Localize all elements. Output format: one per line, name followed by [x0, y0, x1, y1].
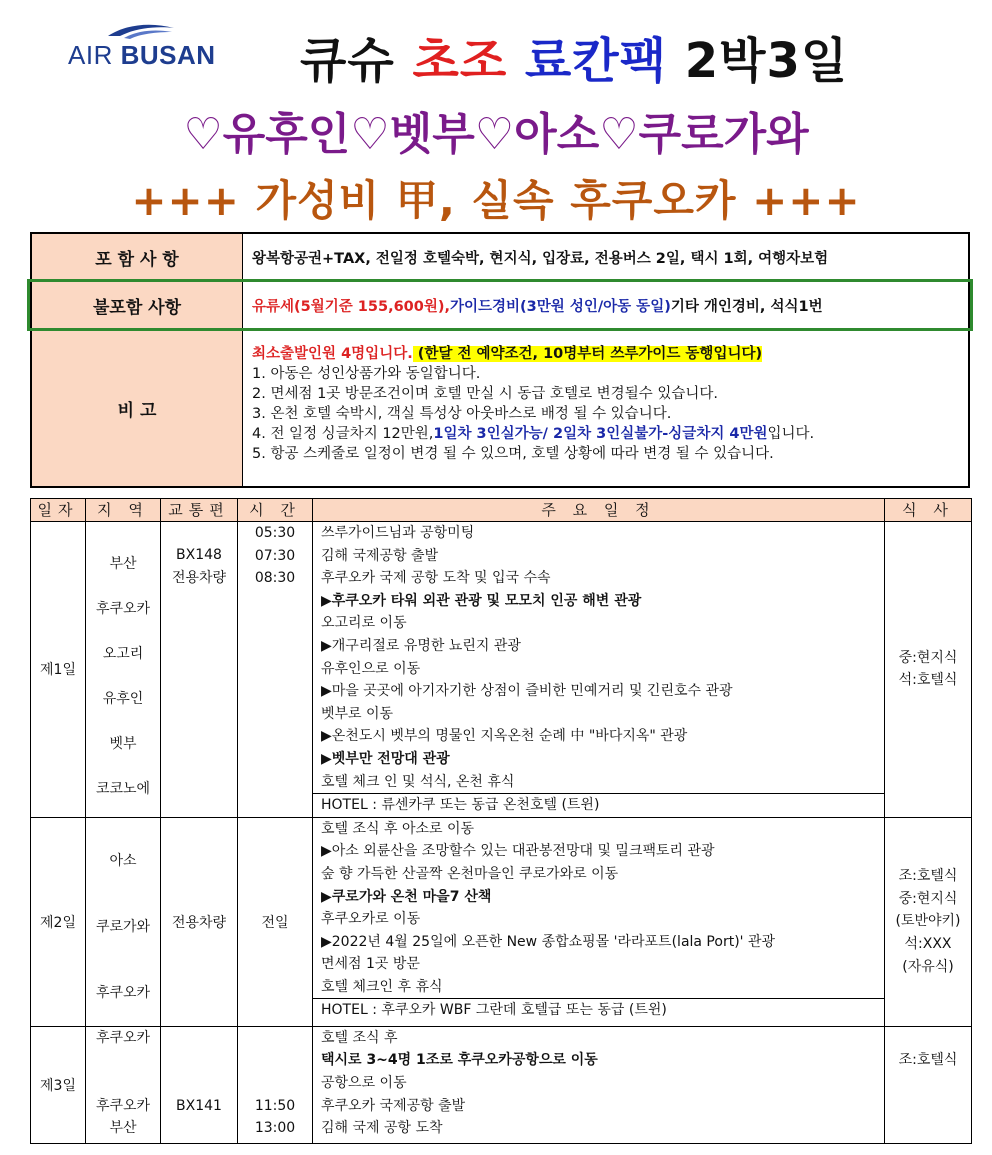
list-item: 벳부로 이동 [321, 705, 394, 722]
list-item: 유후인으로 이동 [321, 660, 421, 677]
note-line: 3. 온천 호텔 숙박시, 객실 특성상 아웃바스로 배정 될 수 있습니다. [252, 406, 672, 422]
hotel-line: HOTEL : 후쿠오카 WBF 그란데 호텔급 또는 동급 (트윈) [313, 998, 884, 1022]
day1-times: 05:30 07:30 08:30 [238, 522, 313, 818]
logo-text: AIR BUSAN [68, 40, 216, 70]
header-transport: 교통편 [161, 499, 238, 522]
day1-label: 제1일 [31, 522, 86, 818]
subtitle-destinations: ♡유후인♡벳부♡아소♡쿠로가와 [183, 109, 809, 160]
day1-transport: BX148 전용차량 [161, 522, 238, 818]
note-line: 4. 전 일정 싱글차지 12만원,1일차 3인실가능/ 2일차 3인실불가-싱글차지 4만원입니다. [252, 426, 815, 442]
day2-time: 전일 [238, 817, 313, 1026]
list-item: ▶아소 외륜산을 조망할수 있는 대관봉전망대 및 밀크팩토리 관광 [321, 843, 715, 860]
table-row-day1 [31, 522, 972, 818]
excluded-label: 불포함 사항 [32, 280, 243, 330]
day3-label: 제3일 [31, 1026, 86, 1143]
table-row-day3 [31, 1026, 972, 1143]
table-row-day2 [31, 817, 972, 1026]
hotel-line: HOTEL : 류센카쿠 또는 동급 온천호텔 (트윈) [313, 793, 884, 817]
list-item: ▶후쿠오카 타워 외관 관광 및 모모치 인공 해변 관광 [321, 592, 642, 609]
header-meal: 식 사 [885, 499, 972, 522]
header-plan: 주 요 일 정 [313, 499, 885, 522]
list-item: 후쿠오카 국제공항 출발 [321, 1097, 466, 1114]
list-item: 호텔 체크인 후 휴식 [321, 978, 443, 995]
day1-meals: 중:현지식 석:호텔식 [885, 522, 972, 818]
included-label: 포 함 사 항 [32, 234, 243, 280]
list-item: ▶벳부만 전망대 관광 [321, 750, 450, 767]
list-item: ▶쿠로가와 온천 마을7 산책 [321, 888, 492, 905]
list-item: 후쿠오카 국제 공항 도착 및 입국 수속 [321, 570, 551, 587]
header-date: 일자 [31, 499, 86, 522]
list-item: ▶2022년 4월 25일에 오픈한 New 종합쇼핑몰 '라라포트(lala Port)' 관광 [321, 933, 775, 950]
notes-label: 비 고 [32, 330, 243, 486]
bird-wing-icon [106, 22, 176, 40]
note-line: 5. 항공 스케줄로 일정이 변경 될 수 있으며, 호텔 상황에 따라 변경 될 수 있습니다. [252, 446, 774, 462]
list-item: ▶마을 곳곳에 아기자기한 상점이 즐비한 민예거리 및 긴린호수 관광 [321, 683, 733, 700]
list-item: 호텔 조식 후 아소로 이동 [321, 820, 475, 837]
day3-meals: 조:호텔식 [885, 1026, 972, 1143]
excluded-value: 유류세(5월기준 155,600원), 가이드경비(3만원 성인/아동 동일) 기타 개인경비, 석식1번 [252, 298, 823, 315]
list-item: 김해 국제공항 출발 [321, 547, 439, 564]
day2-transport: 전용차량 [161, 817, 238, 1026]
info-table [30, 232, 970, 488]
excluded-highlight-box [27, 279, 973, 331]
included-value: 왕복항공권+TAX, 전일정 호텔숙박, 현지식, 입장료, 전용버스 2일, 택시 1회, 여행자보험 [252, 250, 829, 267]
air-busan-logo [68, 22, 216, 74]
list-item: ▶온천도시 벳부의 명물인 지옥온천 순례 中 "바다지옥" 관광 [321, 728, 688, 745]
note-line: 2. 면세점 1곳 방문조건이며 호텔 만실 시 동급 호텔로 변경될수 있습니다. [252, 386, 718, 402]
day2-label: 제2일 [31, 817, 86, 1026]
note-line: 1. 아동은 성인상품가와 동일합니다. [252, 366, 481, 382]
day1-plan [313, 522, 885, 818]
list-item: 택시로 3~4명 1조로 후쿠오카공항으로 이동 [321, 1052, 598, 1069]
list-item: ▶개구리절로 유명한 뇨린지 관광 [321, 637, 521, 654]
included-row [32, 234, 968, 281]
header-time: 시 간 [238, 499, 313, 522]
list-item: 김해 국제 공항 도착 [321, 1120, 443, 1137]
list-item: 후쿠오카로 이동 [321, 911, 421, 928]
day2-meals: 조:호텔식 중:현지식 (토반야키) 석:XXX (자유식) [885, 817, 972, 1026]
subtitle-tagline: +++ 가성비 甲, 실속 후쿠오카 +++ [131, 176, 861, 225]
list-item: 쓰루가이드님과 공항미팅 [321, 525, 475, 541]
header-region: 지 역 [86, 499, 161, 522]
list-item: 오고리로 이동 [321, 615, 407, 632]
day3-plan [313, 1026, 885, 1143]
list-item: 공항으로 이동 [321, 1074, 407, 1091]
itinerary-header [31, 499, 972, 522]
list-item: 호텔 조식 후 [321, 1029, 398, 1046]
notes-row [32, 330, 968, 486]
day3-times: 11:50 13:00 [238, 1026, 313, 1143]
day2-plan [313, 817, 885, 1026]
day1-regions: 부산 후쿠오카 오고리 유후인 벳부 코코노에 [86, 522, 161, 818]
day3-transport: BX141 [161, 1026, 238, 1143]
notes-text: 최소출발인원 4명입니다. (한달 전 예약조건, 10명부터 쓰루가이드 동행입니다) 1. 아동은 성인상품가와 동일합니다. 2. 면세점 1곳 방문조건이며 호텔 만실 시 동급 호텔로 변경될수 있습니다. 3. 온천 호텔 숙박시, 객실 특성상 아웃바스로 배정 될 수 있습니다. 4. 전 일정 싱글차지 12만원,1일차 3인실가능/ 2일차 3인실불가-싱글차지 4만원입니다. 5. 항공 스케줄로 일정이 변경 될 수 있으며, 호텔 상황에 따라 변경 될 수 있습니다. [252, 346, 815, 462]
page-title: 큐슈 초조 료칸팩 2박3일 [300, 33, 849, 89]
list-item: 면세점 1곳 방문 [321, 956, 420, 973]
day2-regions: 아소 쿠로가와 후쿠오카 [86, 817, 161, 1026]
day3-regions: 후쿠오카 후쿠오카 부산 [86, 1026, 161, 1143]
itinerary-table [30, 498, 972, 1144]
list-item: 호텔 체크 인 및 석식, 온천 휴식 [321, 773, 515, 790]
list-item: 숲 향 가득한 산골짝 온천마을인 쿠로가와로 이동 [321, 865, 619, 882]
